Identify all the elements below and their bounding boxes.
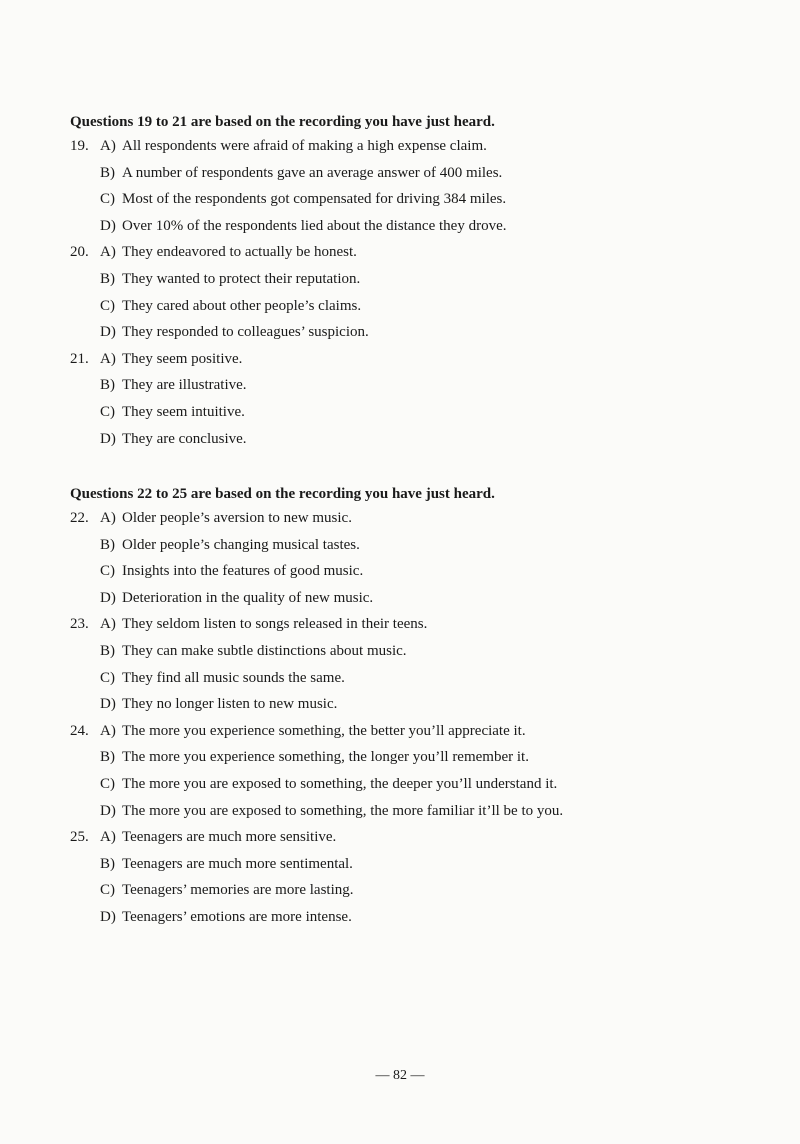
option-letter: C): [100, 563, 115, 580]
option-text: Teenagers are much more sentimental.: [122, 855, 353, 872]
option-text: The more you are exposed to something, the more familiar it’ll be to you.: [122, 802, 564, 819]
option-letter: C): [100, 775, 115, 792]
option-letter: B): [100, 536, 115, 553]
question-20-option-b: [70, 269, 770, 296]
question-25-option-a: [70, 827, 770, 854]
question-number: 22.: [70, 510, 89, 526]
question-24-option-c: [70, 774, 770, 801]
option-text: Teenagers’ emotions are more intense.: [122, 908, 352, 925]
question-23-option-b: [70, 641, 770, 668]
page-number: — 82 —: [375, 1068, 425, 1083]
question-23-option-d: [70, 694, 770, 721]
option-text: They are illustrative.: [122, 377, 247, 394]
option-letter: C): [100, 297, 115, 314]
question-24-option-d: [70, 801, 770, 828]
option-letter: C): [100, 882, 115, 899]
option-text: The more you experience something, the longer you’ll remember it.: [122, 749, 529, 766]
option-text: They wanted to protect their reputation.: [122, 270, 361, 287]
option-letter: A): [100, 510, 116, 526]
option-text: They are conclusive.: [122, 430, 247, 447]
question-number: 20.: [70, 244, 89, 261]
option-text: They endeavored to actually be honest.: [122, 244, 357, 261]
question-24-option-a: [70, 721, 770, 748]
option-text: They can make subtle distinctions about music.: [122, 642, 407, 659]
question-25-option-d: [70, 907, 770, 934]
question-number: 21.: [70, 350, 89, 367]
option-letter: A): [100, 350, 116, 367]
option-letter: C): [100, 191, 115, 208]
option-letter: D): [100, 908, 116, 925]
option-text: All respondents were afraid of making a high expense claim.: [122, 138, 487, 154]
question-number: 19.: [70, 138, 89, 154]
question-21-option-d: [70, 429, 770, 456]
option-text: They cared about other people’s claims.: [122, 297, 362, 314]
question-20-option-a: [70, 242, 770, 269]
question-19-option-b: [70, 163, 770, 190]
option-text: They find all music sounds the same.: [122, 669, 345, 686]
option-letter: A): [100, 616, 116, 633]
option-text: They seldom listen to songs released in their teens.: [122, 616, 428, 633]
option-text: They responded to colleagues’ suspicion.: [122, 324, 369, 341]
question-25-option-b: [70, 854, 770, 881]
question-19-option-a: [70, 136, 770, 163]
option-letter: B): [100, 270, 115, 287]
option-letter: B): [100, 749, 115, 766]
option-letter: A): [100, 138, 116, 154]
option-letter: D): [100, 589, 116, 606]
option-text: Teenagers’ memories are more lasting.: [122, 882, 354, 899]
option-letter: A): [100, 829, 116, 846]
option-text: Older people’s aversion to new music.: [122, 510, 352, 526]
option-text: A number of respondents gave an average answer of 400 miles.: [122, 164, 503, 181]
option-letter: B): [100, 377, 115, 394]
option-text: They no longer listen to new music.: [122, 696, 338, 713]
option-letter: D): [100, 696, 116, 713]
option-text: Insights into the features of good music.: [122, 563, 364, 580]
question-24-option-b: [70, 747, 770, 774]
question-22-option-a: [70, 508, 770, 535]
section-heading: Questions 19 to 21 are based on the recording you have just heard.: [70, 114, 495, 130]
option-letter: A): [100, 722, 116, 739]
option-letter: D): [100, 802, 116, 819]
question-22-option-d: [70, 588, 770, 615]
question-20-option-c: [70, 296, 770, 323]
option-text: Most of the respondents got compensated for driving 384 miles.: [122, 191, 507, 208]
question-22-option-b: [70, 535, 770, 562]
question-19-option-c: [70, 189, 770, 216]
option-letter: C): [100, 403, 115, 420]
option-text: Teenagers are much more sensitive.: [122, 829, 337, 846]
option-text: The more you are exposed to something, the deeper you’ll understand it.: [122, 775, 558, 792]
option-text: They seem positive.: [122, 350, 243, 367]
question-number: 23.: [70, 616, 89, 633]
question-23-option-c: [70, 668, 770, 695]
option-text: Over 10% of the respondents lied about the distance they drove.: [122, 217, 507, 234]
question-section-19-21: [70, 112, 770, 455]
option-text: Deterioration in the quality of new music.: [122, 589, 374, 606]
option-letter: D): [100, 324, 116, 341]
question-20-option-d: [70, 322, 770, 349]
option-letter: A): [100, 244, 116, 261]
question-section-22-25: [70, 484, 770, 934]
question-number: 25.: [70, 829, 89, 846]
question-21-option-a: [70, 349, 770, 376]
question-22-option-c: [70, 561, 770, 588]
question-25-option-c: [70, 880, 770, 907]
option-letter: D): [100, 217, 116, 234]
option-letter: D): [100, 430, 116, 447]
question-21-option-c: [70, 402, 770, 429]
section-heading: Questions 22 to 25 are based on the recording you have just heard.: [70, 486, 495, 502]
question-21-option-b: [70, 375, 770, 402]
option-text: Older people’s changing musical tastes.: [122, 536, 360, 553]
question-23-option-a: [70, 614, 770, 641]
option-letter: B): [100, 855, 115, 872]
option-letter: B): [100, 642, 115, 659]
question-number: 24.: [70, 722, 89, 739]
option-letter: C): [100, 669, 115, 686]
option-text: They seem intuitive.: [122, 403, 245, 420]
option-letter: B): [100, 164, 115, 181]
question-19-option-d: [70, 216, 770, 243]
option-text: The more you experience something, the better you’ll appreciate it.: [122, 722, 526, 739]
